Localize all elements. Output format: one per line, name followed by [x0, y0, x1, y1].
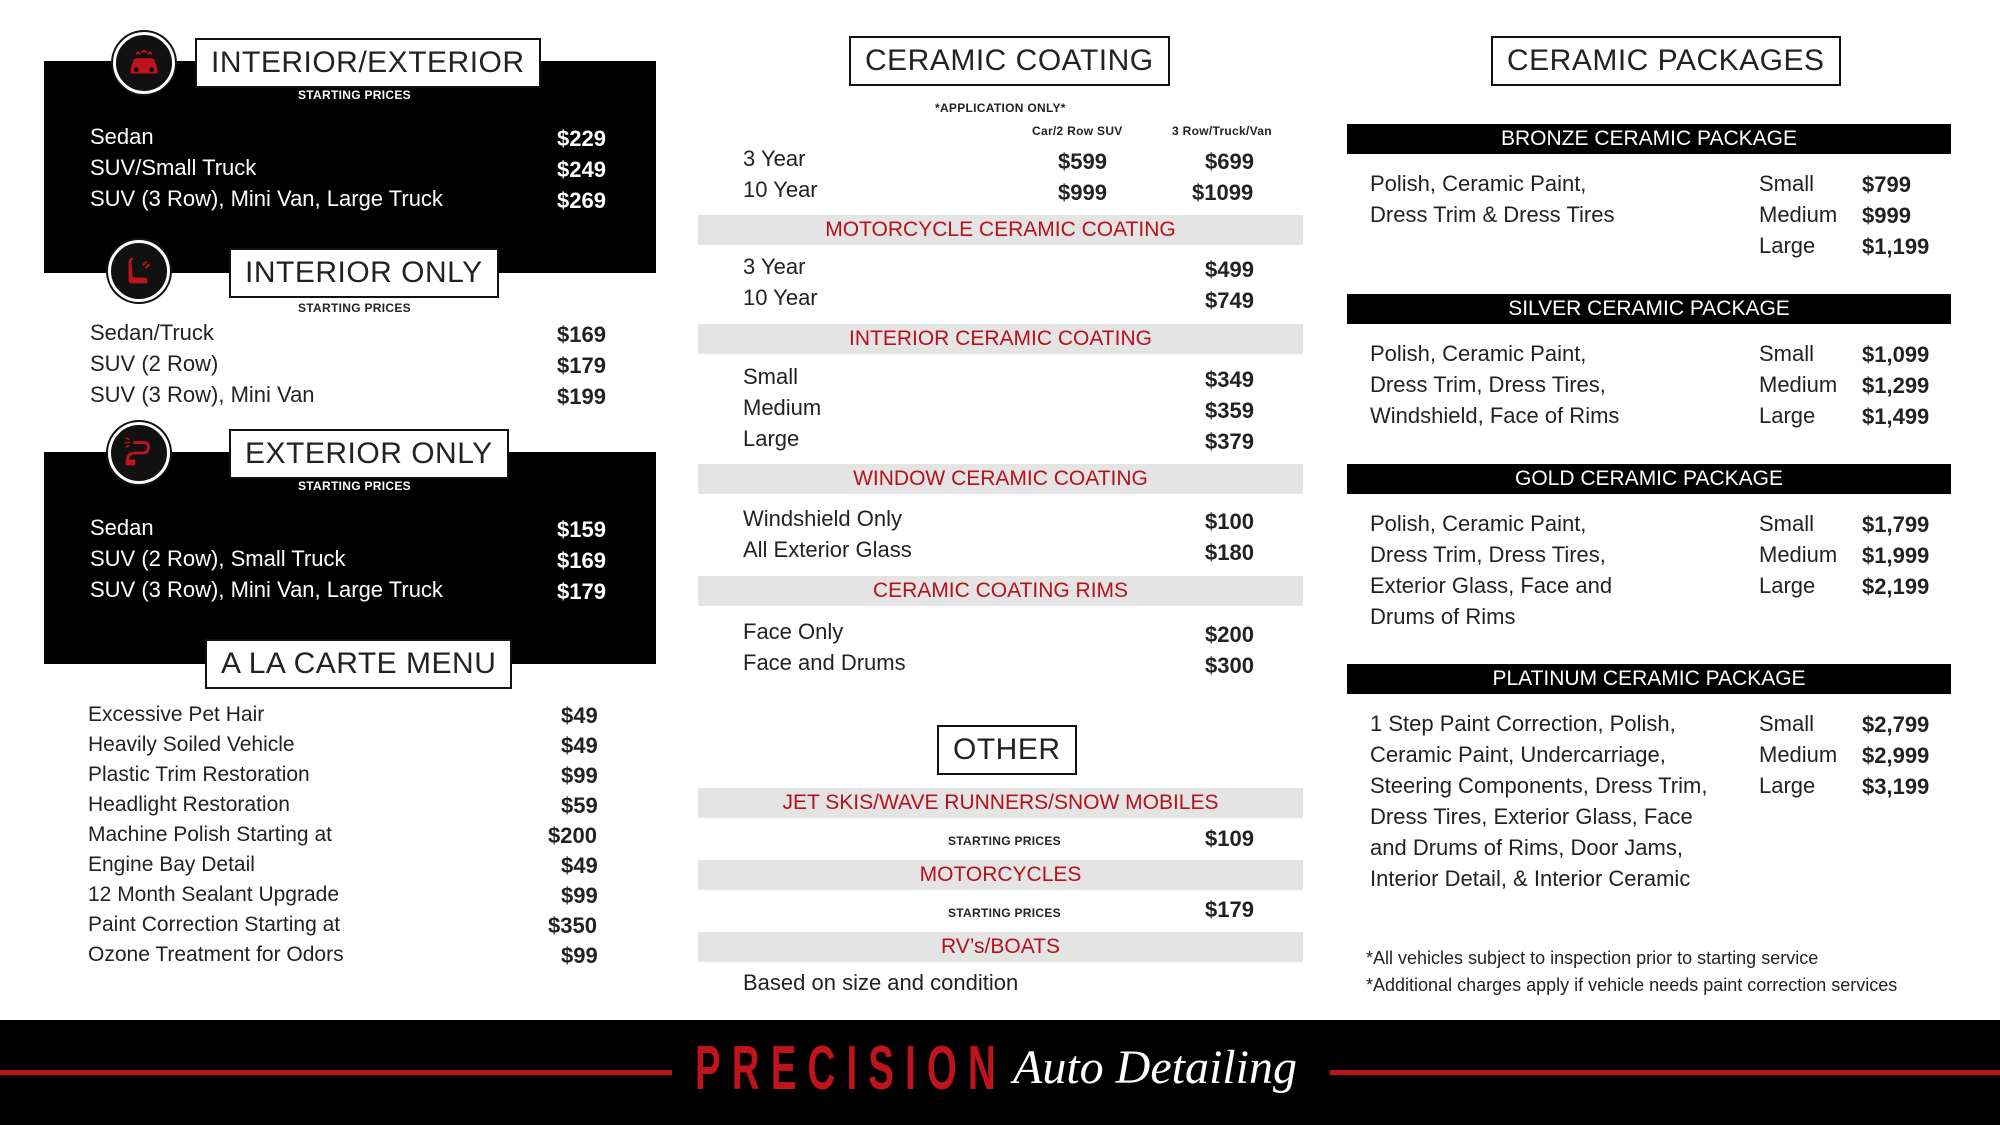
rims-ceramic-header: CERAMIC COATING RIMS	[698, 576, 1303, 606]
interior-only-caption: STARTING PRICES	[298, 301, 411, 315]
list-item-price: $49	[561, 703, 598, 728]
list-item-label: Ozone Treatment for Odors	[88, 943, 344, 966]
size-label: Large	[1759, 573, 1816, 598]
list-item-price: $749	[1205, 288, 1254, 313]
package-price: $1,499	[1862, 404, 1930, 429]
list-item-price: $599	[1058, 149, 1107, 174]
exterior-only-title: EXTERIOR ONLY	[229, 429, 509, 479]
list-item-price: $200	[548, 823, 597, 848]
application-only-note: *APPLICATION ONLY*	[935, 101, 1066, 115]
list-item-price: $179	[557, 353, 606, 378]
package-line: Windshield, Face of Rims	[1370, 403, 1620, 428]
package-line: Polish, Ceramic Paint,	[1370, 171, 1587, 196]
size-label: Medium	[1759, 542, 1838, 567]
list-item-label: SUV (3 Row), Mini Van, Large Truck	[90, 577, 443, 602]
list-item-price: $99	[561, 763, 598, 788]
list-item-price: $179	[1205, 897, 1254, 922]
bronze-package-header: BRONZE CERAMIC PACKAGE	[1347, 124, 1951, 154]
list-item-price: $109	[1205, 826, 1254, 851]
interior-only-title: INTERIOR ONLY	[229, 248, 499, 298]
list-item-label: Sedan	[90, 515, 154, 540]
size-label: Medium	[1759, 372, 1838, 397]
ceramic-coating-title: CERAMIC COATING	[849, 36, 1170, 86]
ceramic-packages-title: CERAMIC PACKAGES	[1491, 36, 1841, 86]
list-item-price: $180	[1205, 540, 1254, 565]
package-price: $2,799	[1862, 712, 1930, 737]
list-item-label: Sedan/Truck	[90, 320, 214, 345]
list-item-label: Windshield Only	[743, 506, 902, 531]
size-label: Small	[1759, 341, 1815, 366]
size-label: Small	[1759, 711, 1815, 736]
list-item-label: SUV (3 Row), Mini Van, Large Truck	[90, 186, 443, 211]
list-item-label: SUV (3 Row), Mini Van	[90, 382, 315, 407]
package-line: Interior Detail, & Interior Ceramic	[1370, 866, 1691, 891]
size-label: Large	[1759, 773, 1816, 798]
list-item-label: Medium	[743, 395, 822, 420]
package-line: Dress Trim & Dress Tires	[1370, 202, 1615, 227]
column-header-car: Car/2 Row SUV	[1032, 124, 1123, 138]
list-item-price: $179	[557, 579, 606, 604]
list-item-label: SUV/Small Truck	[90, 155, 257, 180]
list-item-label: 3 Year	[743, 146, 806, 171]
list-item-label: Heavily Soiled Vehicle	[88, 733, 295, 756]
paint-correction-note: *Additional charges apply if vehicle needs paint correction services	[1366, 975, 1898, 995]
list-item-price: $199	[557, 384, 606, 409]
window-ceramic-header: WINDOW CERAMIC COATING	[698, 464, 1303, 494]
list-item-price: $350	[548, 913, 597, 938]
list-item-price: $269	[557, 188, 606, 213]
package-price: $999	[1862, 203, 1911, 228]
list-item-label: SUV (2 Row)	[90, 351, 219, 376]
package-line: and Drums of Rims, Door Jams,	[1370, 835, 1683, 860]
a-la-carte-title: A LA CARTE MENU	[205, 639, 512, 689]
car-wash-icon	[113, 32, 175, 94]
size-label: Medium	[1759, 742, 1838, 767]
package-line: Exterior Glass, Face and	[1370, 573, 1613, 598]
package-line: Dress Trim, Dress Tires,	[1370, 372, 1606, 397]
package-price: $1,299	[1862, 373, 1930, 398]
list-item-label: Machine Polish Starting at	[88, 823, 332, 846]
list-item-price: $499	[1205, 257, 1254, 282]
package-line: Dress Trim, Dress Tires,	[1370, 542, 1606, 567]
list-item-label: Excessive Pet Hair	[88, 703, 265, 726]
list-item-price: $159	[557, 517, 606, 542]
package-line: Steering Components, Dress Trim,	[1370, 773, 1708, 798]
motorcycle-ceramic-header: MOTORCYCLE CERAMIC COATING	[698, 215, 1303, 245]
list-item-label: 10 Year	[743, 177, 818, 202]
list-item-price: $1099	[1192, 180, 1254, 205]
spray-hose-icon	[108, 422, 170, 484]
list-item-price: $99	[561, 883, 598, 908]
footer-bar	[0, 1020, 2000, 1125]
list-item-price: $100	[1205, 509, 1254, 534]
package-price: $1,099	[1862, 342, 1930, 367]
list-item-price: $300	[1205, 653, 1254, 678]
list-item-price: $49	[561, 853, 598, 878]
footer-rule-right	[1330, 1070, 2000, 1075]
list-item-price: $200	[1205, 622, 1254, 647]
list-item-label: 10 Year	[743, 285, 818, 310]
list-item-label: Face and Drums	[743, 650, 906, 675]
column-header-truck: 3 Row/Truck/Van	[1172, 124, 1272, 138]
list-item-price: $229	[557, 126, 606, 151]
rv-boats-description: Based on size and condition	[743, 970, 1019, 995]
list-item-label: 12 Month Sealant Upgrade	[88, 883, 340, 906]
package-price: $1,199	[1862, 234, 1930, 259]
size-label: Large	[1759, 403, 1816, 428]
size-label: Small	[1759, 171, 1815, 196]
gold-package-header: GOLD CERAMIC PACKAGE	[1347, 464, 1951, 494]
footer-rule-left	[0, 1070, 672, 1075]
package-price: $1,799	[1862, 512, 1930, 537]
car-seat-icon	[108, 240, 170, 302]
package-price: $2,199	[1862, 574, 1930, 599]
other-title: OTHER	[937, 725, 1077, 775]
list-item-price: $249	[557, 157, 606, 182]
list-item-price: $699	[1205, 149, 1254, 174]
list-item-price: $59	[561, 793, 598, 818]
exterior-only-caption: STARTING PRICES	[298, 479, 411, 493]
rv-boats-header: RV’s/BOATS	[698, 932, 1303, 962]
list-item-label: Sedan	[90, 124, 154, 149]
jet-ski-header: JET SKIS/WAVE RUNNERS/SNOW MOBILES	[698, 788, 1303, 818]
list-item-label: Plastic Trim Restoration	[88, 763, 310, 786]
list-item-price: $999	[1058, 180, 1107, 205]
interior-exterior-caption: STARTING PRICES	[298, 88, 411, 102]
package-line: Dress Tires, Exterior Glass, Face	[1370, 804, 1693, 829]
list-item-price: $349	[1205, 367, 1254, 392]
starting-prices-caption: STARTING PRICES	[948, 834, 1061, 848]
interior-ceramic-header: INTERIOR CERAMIC COATING	[698, 324, 1303, 354]
list-item-price: $169	[557, 548, 606, 573]
list-item-label: Headlight Restoration	[88, 793, 290, 816]
list-item-price: $99	[561, 943, 598, 968]
package-line: Drums of Rims	[1370, 604, 1516, 629]
list-item-label: Small	[743, 364, 799, 389]
motorcycles-header: MOTORCYCLES	[698, 860, 1303, 890]
list-item-price: $379	[1205, 429, 1254, 454]
package-line: Ceramic Paint, Undercarriage,	[1370, 742, 1666, 767]
list-item-label: 3 Year	[743, 254, 806, 279]
package-price: $1,999	[1862, 543, 1930, 568]
platinum-package-header: PLATINUM CERAMIC PACKAGE	[1347, 664, 1951, 694]
list-item-label: Engine Bay Detail	[88, 853, 255, 876]
list-item-label: Face Only	[743, 619, 844, 644]
size-label: Large	[1759, 233, 1816, 258]
list-item-label: Large	[743, 426, 800, 451]
list-item-price: $49	[561, 733, 598, 758]
list-item-label: All Exterior Glass	[743, 537, 912, 562]
list-item-price: $359	[1205, 398, 1254, 423]
package-line: 1 Step Paint Correction, Polish,	[1370, 711, 1676, 736]
size-label: Small	[1759, 511, 1815, 536]
silver-package-header: SILVER CERAMIC PACKAGE	[1347, 294, 1951, 324]
list-item-label: SUV (2 Row), Small Truck	[90, 546, 346, 571]
package-line: Polish, Ceramic Paint,	[1370, 341, 1587, 366]
inspection-note: *All vehicles subject to inspection prior to starting service	[1366, 948, 1819, 968]
package-price: $3,199	[1862, 774, 1930, 799]
list-item-price: $169	[557, 322, 606, 347]
starting-prices-caption: STARTING PRICES	[948, 906, 1061, 920]
list-item-label: Paint Correction Starting at	[88, 913, 341, 936]
interior-exterior-title: INTERIOR/EXTERIOR	[195, 38, 541, 88]
brand-logo: PRECISION	[695, 1034, 1007, 1103]
size-label: Medium	[1759, 202, 1838, 227]
brand-tagline: Auto Detailing	[1013, 1041, 1297, 1094]
package-line: Polish, Ceramic Paint,	[1370, 511, 1587, 536]
package-price: $799	[1862, 172, 1911, 197]
package-price: $2,999	[1862, 743, 1930, 768]
